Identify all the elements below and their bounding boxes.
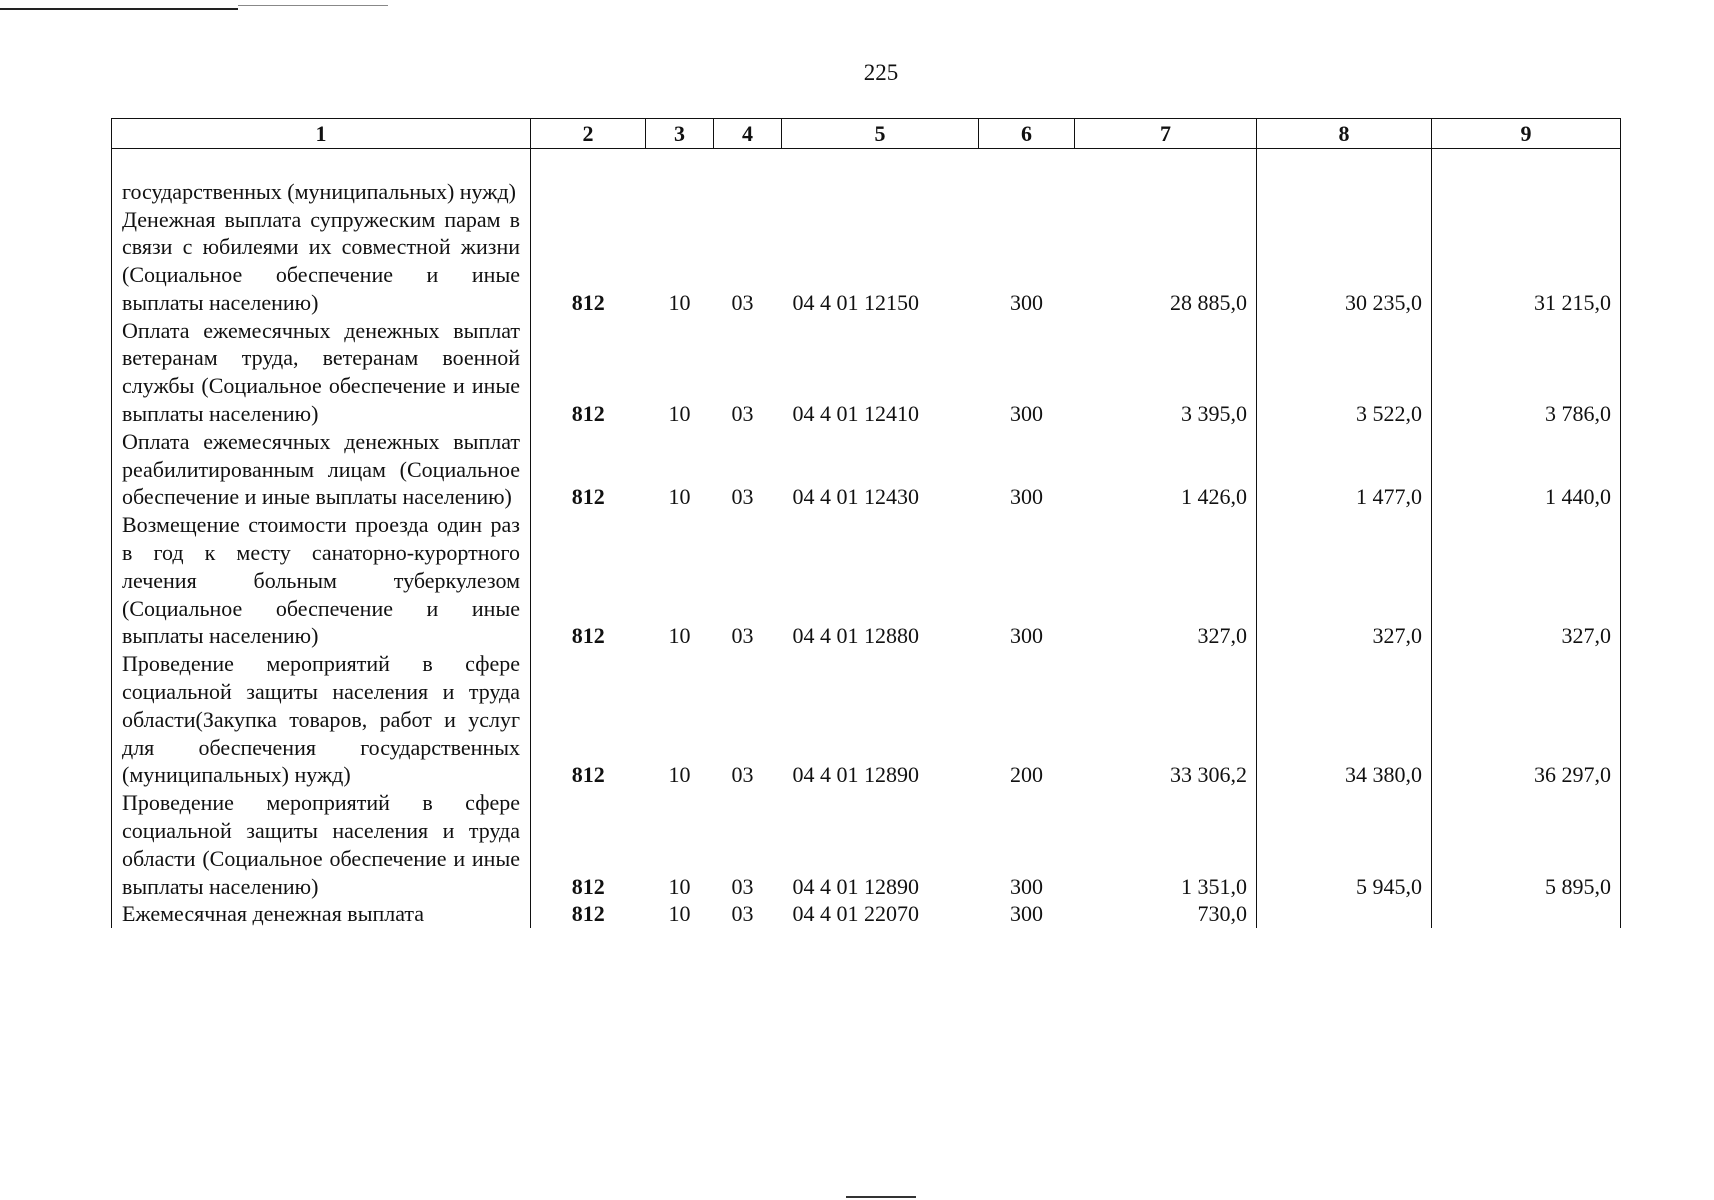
cell-target-article: 04 4 01 22070	[792, 901, 919, 927]
row-description: Проведение мероприятий в сфере социальной защиты населения и труда области (Социальное обеспечение и иные выплаты населению)	[112, 789, 531, 900]
table-row	[112, 428, 1621, 511]
cell-target-article: 04 4 01 12880	[792, 623, 919, 649]
cell-amount-col8: 3 522,0	[1257, 317, 1432, 428]
cell-ministry-code: 812	[531, 900, 646, 928]
cell-amount-col7: 730,0	[1197, 901, 1247, 927]
cell-amount-col7: 28 885,0	[1170, 289, 1247, 315]
cell-section: 10	[668, 289, 691, 315]
cell-expense-type: 300	[1010, 901, 1043, 927]
budget-table-container	[111, 118, 1621, 928]
cell-ministry-code	[531, 149, 646, 206]
cell-target-article: 04 4 01 12890	[792, 762, 919, 788]
cell-amount-col9: 3 786,0	[1432, 317, 1621, 428]
table-row	[112, 206, 1621, 317]
cell-target-article: 04 4 01 12430	[792, 484, 919, 510]
table-row	[112, 317, 1621, 428]
cell-subsection: 03	[731, 484, 754, 510]
cell-amount-col7: 327,0	[1197, 623, 1247, 649]
cell-expense-type: 300	[1010, 484, 1043, 510]
cell-section: 10	[668, 623, 691, 649]
cell-amount-col8	[1257, 900, 1432, 928]
cell-expense-type	[979, 149, 1075, 206]
cell-amount-col7: 3 395,0	[1181, 401, 1247, 427]
cell-amount-col8: 1 477,0	[1257, 428, 1432, 511]
cell-target-article: 04 4 01 12150	[792, 289, 919, 315]
cell-amount-col7: 1 426,0	[1181, 484, 1247, 510]
table-row	[112, 900, 1621, 928]
cell-ministry-code: 812	[531, 650, 646, 789]
cell-section: 10	[668, 401, 691, 427]
cell-section: 10	[668, 901, 691, 927]
cell-ministry-code: 812	[531, 789, 646, 900]
cell-subsection: 03	[731, 623, 754, 649]
cell-amount-col8: 5 945,0	[1257, 789, 1432, 900]
cell-subsection: 03	[731, 762, 754, 788]
cell-ministry-code: 812	[531, 317, 646, 428]
cell-ministry-code: 812	[531, 511, 646, 650]
scan-artifact-line	[238, 5, 388, 6]
row-description: Ежемесячная денежная выплата	[112, 900, 531, 928]
cell-expense-type: 300	[1010, 401, 1043, 427]
column-header-4: 4	[714, 119, 782, 149]
column-header-8: 8	[1257, 119, 1432, 149]
cell-amount-col9: 36 297,0	[1432, 650, 1621, 789]
cell-ministry-code: 812	[531, 206, 646, 317]
cell-section: 10	[668, 873, 691, 899]
table-row	[112, 650, 1621, 789]
cell-expense-type: 300	[1010, 623, 1043, 649]
cell-amount-col7: 1 351,0	[1181, 873, 1247, 899]
cell-amount-col9	[1432, 149, 1621, 206]
cell-subsection: 03	[731, 901, 754, 927]
cell-section: 10	[668, 762, 691, 788]
row-description: Оплата ежемесячных денежных выплат реабилитированным лицам (Социальное обеспечение и иные выплаты населению)	[112, 428, 531, 511]
row-description: государственных (муниципальных) нужд)	[112, 149, 531, 206]
cell-target-article: 04 4 01 12410	[792, 401, 919, 427]
cell-subsection: 03	[731, 401, 754, 427]
table-row	[112, 511, 1621, 650]
column-header-1: 1	[112, 119, 531, 149]
cell-section: 10	[668, 484, 691, 510]
cell-section	[646, 149, 714, 206]
cell-expense-type: 300	[1010, 289, 1043, 315]
budget-table	[111, 118, 1621, 928]
page-bottom-mark	[846, 1196, 916, 1198]
scan-artifact-line	[0, 8, 238, 10]
cell-amount-col8: 327,0	[1257, 511, 1432, 650]
cell-ministry-code: 812	[531, 428, 646, 511]
page-number: 225	[863, 60, 899, 85]
cell-amount-col9: 31 215,0	[1432, 206, 1621, 317]
cell-target-article: 04 4 01 12890	[792, 873, 919, 899]
cell-amount-col9: 327,0	[1432, 511, 1621, 650]
column-header-7: 7	[1075, 119, 1257, 149]
cell-expense-type: 200	[1010, 762, 1043, 788]
cell-amount-col8: 30 235,0	[1257, 206, 1432, 317]
cell-amount-col9	[1432, 900, 1621, 928]
table-header-row	[112, 119, 1621, 149]
column-header-6: 6	[979, 119, 1075, 149]
cell-expense-type: 300	[1010, 873, 1043, 899]
row-description: Проведение мероприятий в сфере социальной защиты населения и труда области(Закупка товаров, работ и услуг для обеспечения государственных (муниципальных) нужд)	[112, 650, 531, 789]
column-header-3: 3	[646, 119, 714, 149]
column-header-9: 9	[1432, 119, 1621, 149]
cell-subsection: 03	[731, 873, 754, 899]
row-description: Денежная выплата супружеским парам в связи с юбилеями их совместной жизни (Социальное обеспечение и иные выплаты населению)	[112, 206, 531, 317]
cell-amount-col9: 1 440,0	[1432, 428, 1621, 511]
cell-amount-col7: 33 306,2	[1170, 762, 1247, 788]
table-row	[112, 789, 1621, 900]
column-header-2: 2	[531, 119, 646, 149]
cell-target-article	[782, 149, 979, 206]
cell-amount-col7	[1075, 149, 1257, 206]
cell-amount-col8: 34 380,0	[1257, 650, 1432, 789]
row-description: Возмещение стоимости проезда один раз в год к месту санаторно-курортного лечения больным туберкулезом (Социальное обеспечение и иные выплаты населению)	[112, 511, 531, 650]
row-description: Оплата ежемесячных денежных выплат ветеранам труда, ветеранам военной службы (Социальное обеспечение и иные выплаты населению)	[112, 317, 531, 428]
cell-subsection: 03	[731, 289, 754, 315]
table-row	[112, 149, 1621, 206]
cell-subsection	[714, 149, 782, 206]
cell-amount-col8	[1257, 149, 1432, 206]
cell-amount-col9: 5 895,0	[1432, 789, 1621, 900]
column-header-5: 5	[782, 119, 979, 149]
